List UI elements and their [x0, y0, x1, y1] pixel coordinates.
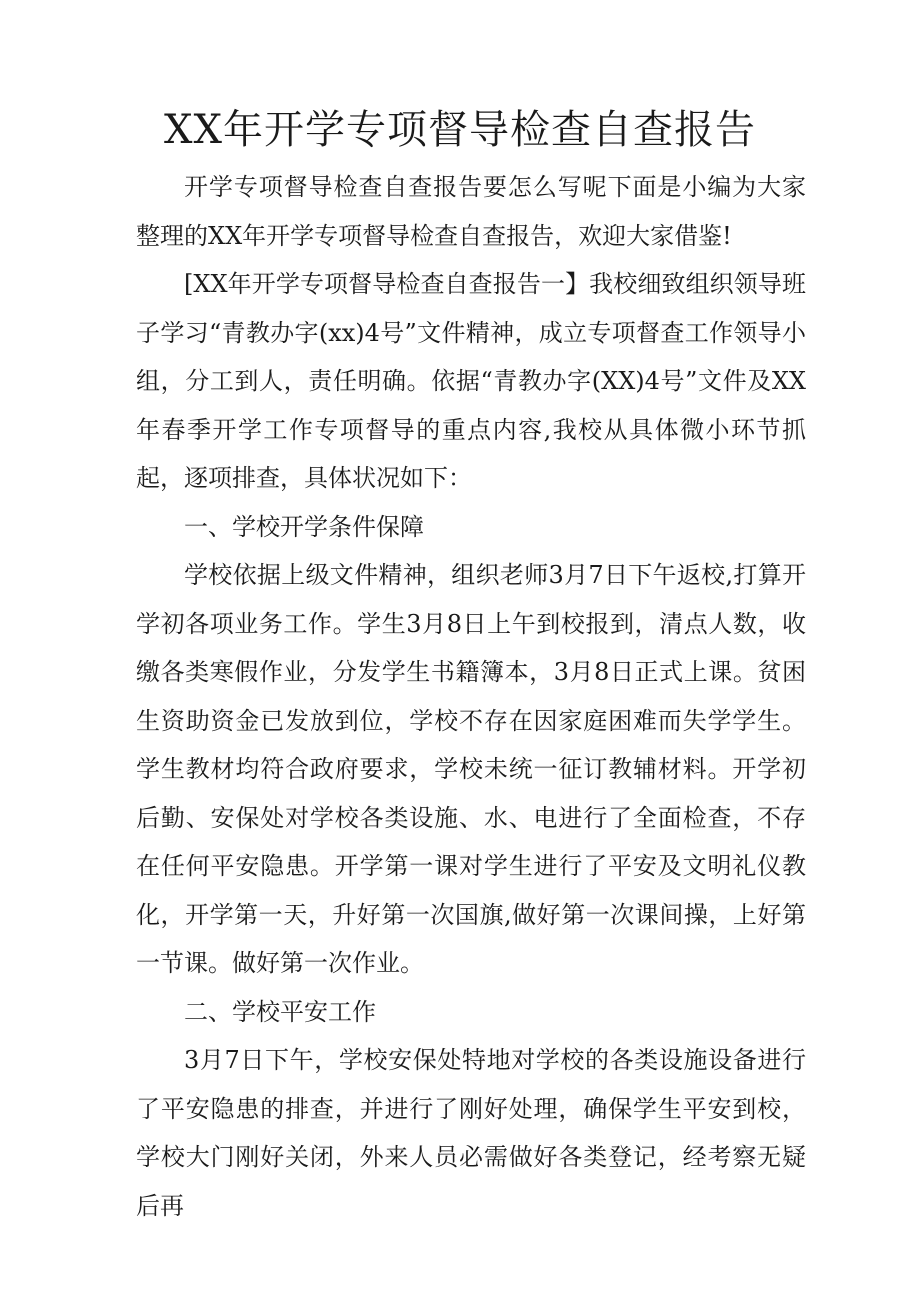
section-two-paragraph: 3月7日下午，学校安保处特地对学校的各类设施设备进行了平安隐患的排查，并进行了刚好处理，确保学生平安到校，学校大门刚好关闭，外来人员必需做好各类登记，经考察无疑后再 — [136, 1046, 806, 1220]
intro-paragraph: 开学专项督导检查自查报告要怎么写呢下面是小编为大家整理的XX年开学专项督导检查自查报告，欢迎大家借鉴! — [136, 173, 806, 250]
section-one-paragraph: 学校依据上级文件精神，组织老师3月7日下午返校,打算开学初各项业务工作。学生3月8日上午到校报到，清点人数，收缴各类寒假作业，分发学生书籍簿本，3月8日正式上课。贫困生资助资金已发放到位，学校不存在因家庭困难而失学学生。学生教材均符合政府要求，学校未统一征订教辅材料。开学初后勤、安保处对学校各类设施、水、电进行了全面检查，不存在任何平安隐患。开学第一课对学生进行了平安及文明礼仪教化，开学第一天，升好第一次国旗,做好第一次课间操，上好第一节课。做好第一次作业。 — [136, 561, 806, 977]
document-title: XX年开学专项督导检查自查报告 — [164, 107, 756, 153]
report-one-paragraph: [XX年开学专项督导检查自查报告一】我校细致组织领导班子学习“青教办字(xx)4号”文件精神，成立专项督查工作领导小组，分工到人，责任明确。依据“青教办字(XX)4号”文件及XX年春季开学工作专项督导的重点内容,我校从具体微小环节抓起，逐项排查，具体状况如下： — [136, 270, 806, 492]
section-heading-two: 二、学校平安工作 — [184, 997, 376, 1026]
section-heading-one: 一、学校开学条件保障 — [184, 512, 424, 541]
document-body — [136, 163, 806, 1230]
